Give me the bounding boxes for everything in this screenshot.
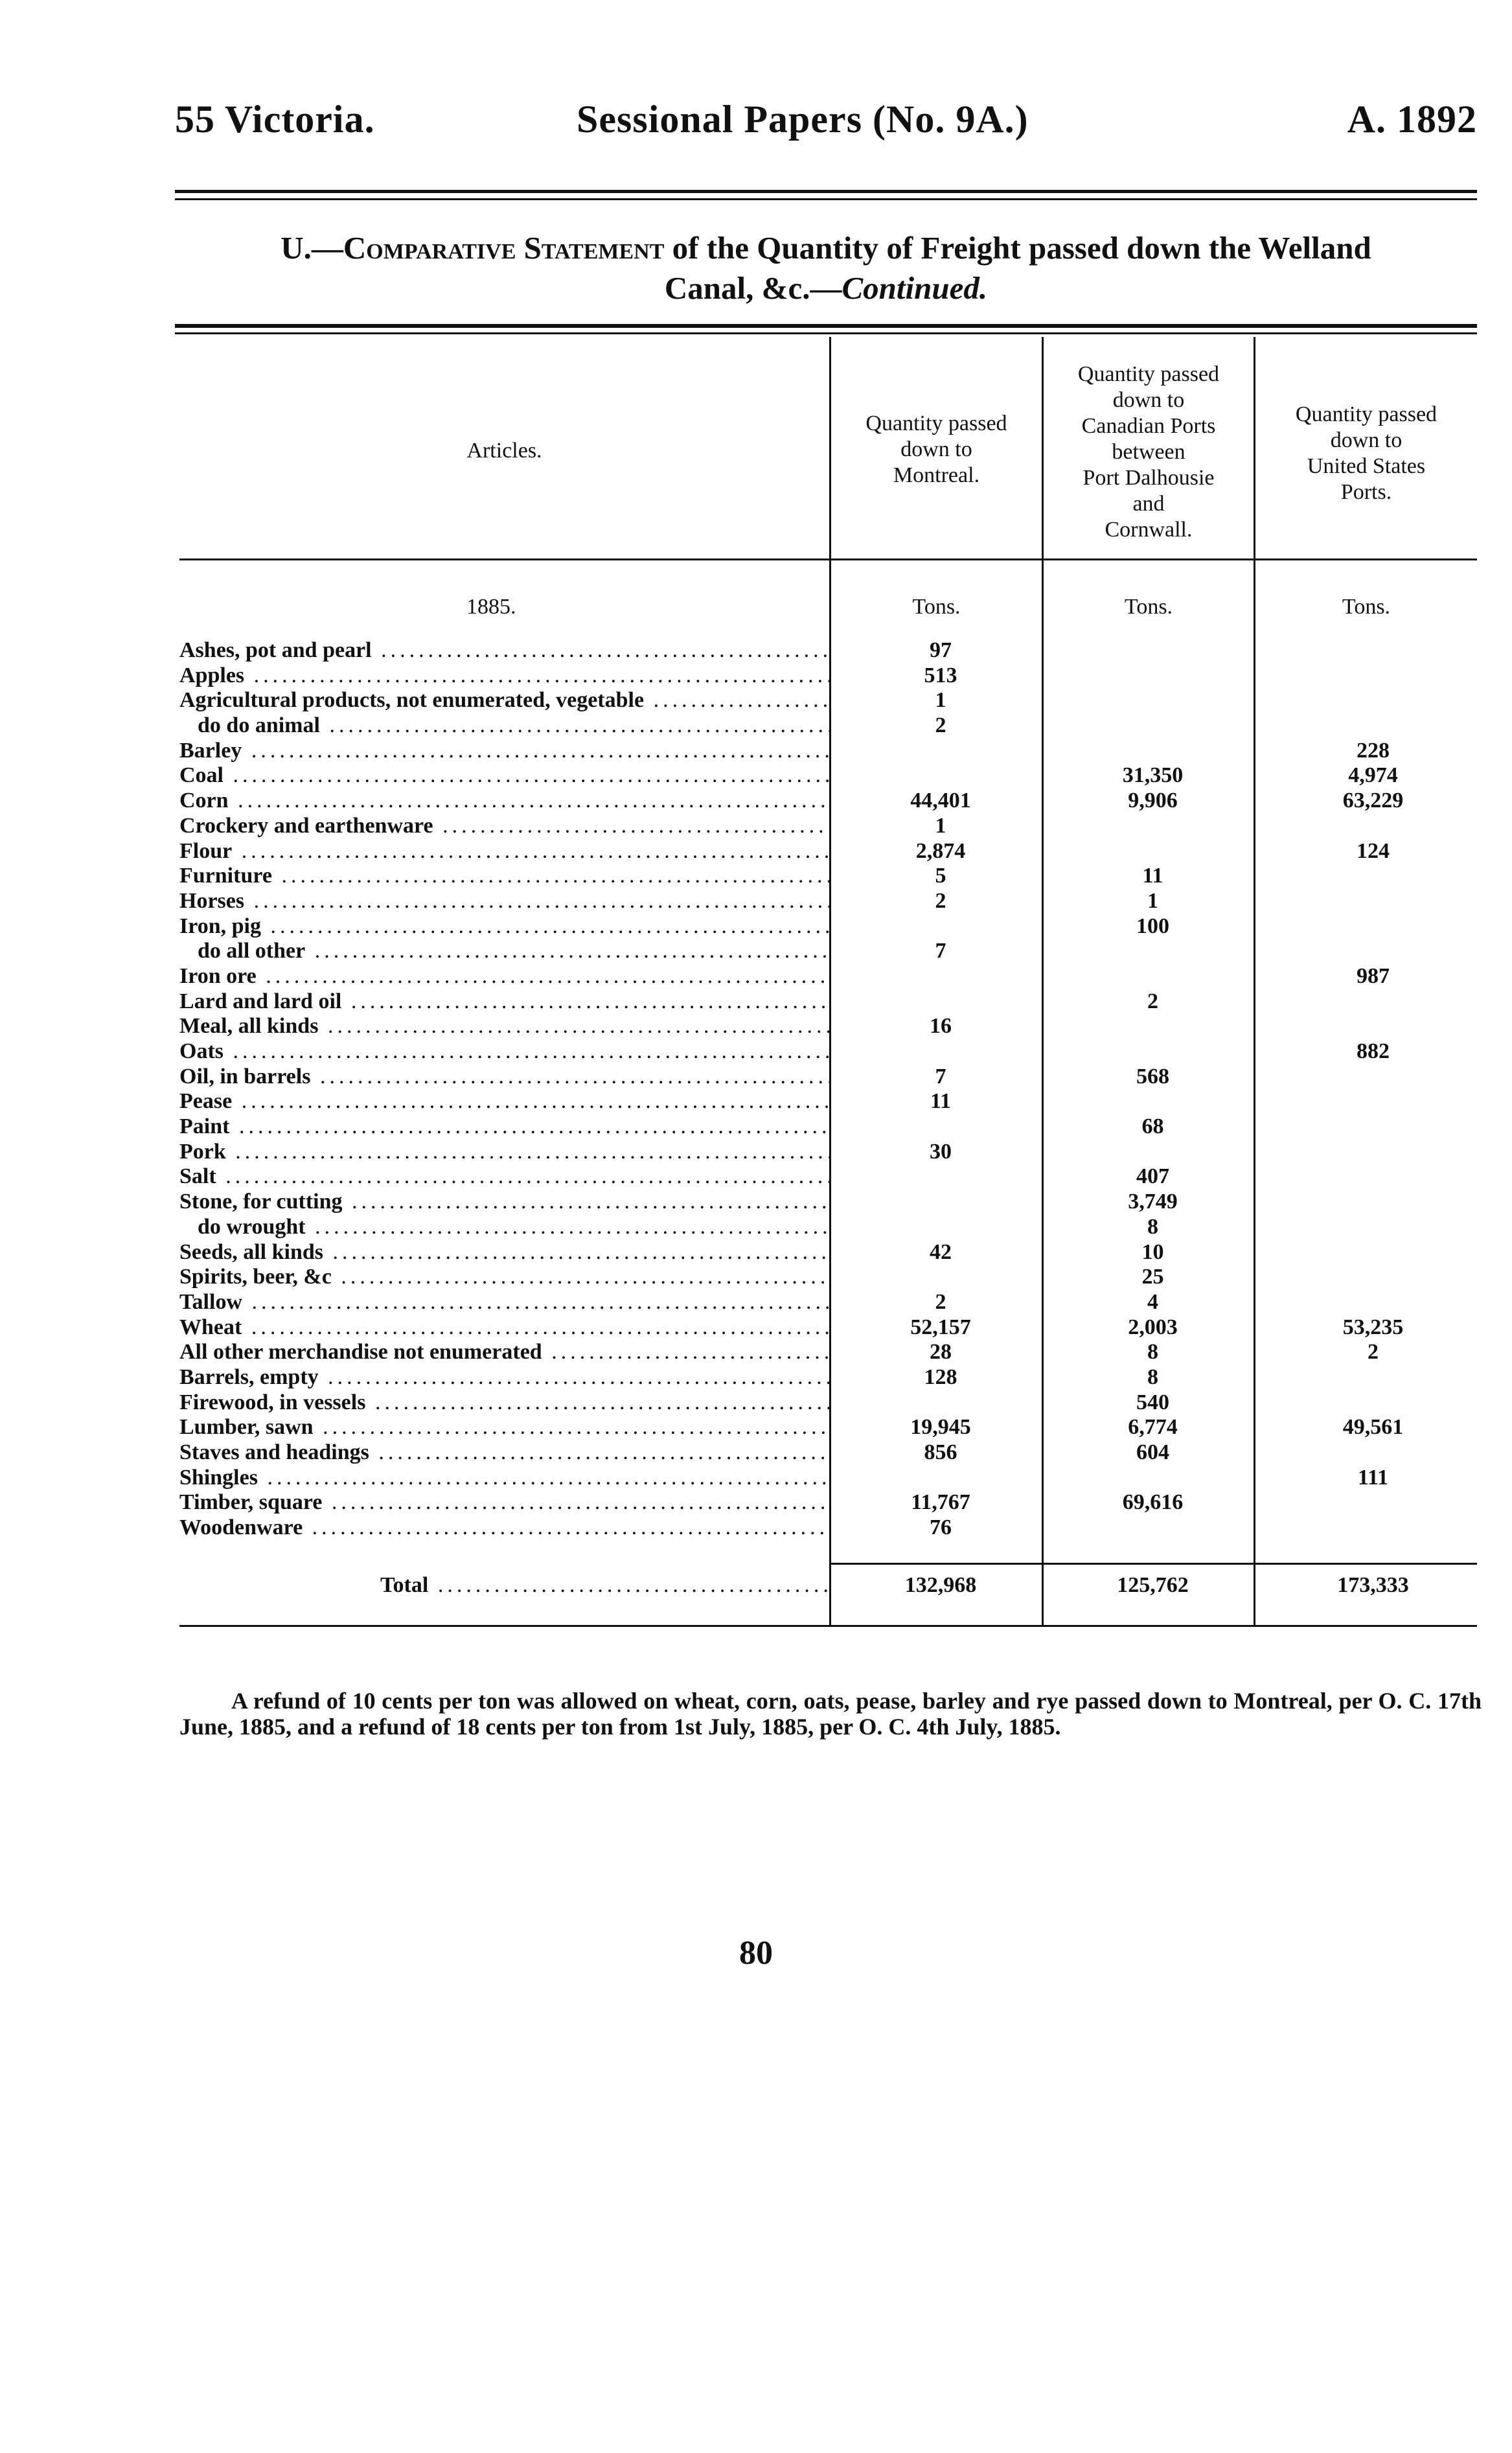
row-montreal: 44,401 [910,789,971,813]
row-article: Oats ..... [179,1039,830,1065]
total-rule-top [831,1563,1477,1565]
total-label: Total ..... [380,1573,834,1598]
table-row [179,1190,1482,1215]
row-montreal: 7 [935,1064,946,1088]
table-row [179,1164,1482,1190]
table-row [179,688,1482,713]
row-article: Iron ore ..... [179,964,830,989]
top-rule-1 [175,190,1477,193]
title-rest: of the Quantity of Freight passed down the Welland [664,230,1371,266]
table-row [179,964,1482,989]
header-canadian-line-4: between [1112,440,1186,464]
row-montreal: 1 [935,688,946,713]
row-canadian: 100 [1136,914,1169,938]
top-rule-2 [175,198,1477,200]
table-row [179,1014,1482,1039]
total-canadian: 125,762 [1117,1573,1189,1597]
table-row [179,939,1482,964]
table-row [179,1215,1482,1240]
row-montreal: 856 [924,1440,957,1464]
total-us: 173,333 [1337,1573,1409,1597]
table-row [179,1315,1482,1341]
row-montreal: 2 [935,888,946,913]
row-article: Agricultural products, not enumerated, vegetable ..... [179,688,830,713]
row-canadian: 10 [1141,1239,1164,1264]
table-row [179,989,1482,1015]
row-canadian: 8 [1147,1365,1158,1389]
row-article: Horses ..... [179,889,830,914]
row-article: Paint ..... [179,1114,830,1140]
row-canadian: 540 [1136,1390,1169,1414]
row-montreal: 128 [924,1365,957,1389]
table-row [179,914,1482,939]
row-canadian: 2,003 [1128,1315,1178,1339]
table-row [179,839,1482,864]
row-canadian: 568 [1136,1064,1169,1088]
row-article: Oil, in barrels ..... [179,1065,830,1090]
table-row [179,1365,1482,1390]
header-canadian-line-7: Cornwall. [1105,518,1193,542]
running-head [175,97,1477,149]
row-us: 2 [1368,1340,1379,1365]
row-article: do all other ..... [179,939,830,964]
table-row [179,1290,1482,1315]
row-canadian: 9,906 [1128,789,1178,813]
header-montreal-line-1: Quantity passed [865,411,1007,435]
table-row [179,638,1482,663]
header-canadian-line-6: and [1132,492,1165,516]
row-canadian: 68 [1141,1114,1164,1139]
row-article: Iron, pig ..... [179,914,830,939]
header-us [1255,402,1477,505]
row-article: Staves and headings ..... [179,1440,830,1466]
table-row [179,1089,1482,1114]
table-row [179,1515,1482,1541]
row-montreal: 76 [930,1515,952,1540]
row-canadian: 2 [1147,989,1158,1013]
page-number: 80 [739,1935,773,1972]
units-montreal: Tons. [912,595,961,619]
table-row [179,1440,1482,1466]
header-us-line-1: Quantity passed [1295,402,1438,426]
header-articles: Articles. [466,439,542,463]
row-article: Seeds, all kinds ..... [179,1240,830,1265]
table-row [179,739,1482,764]
units-us: Tons. [1342,595,1391,619]
row-canadian: 3,749 [1128,1190,1178,1214]
table-title [175,228,1477,308]
row-article: Lumber, sawn ..... [179,1415,830,1440]
header-rule-top-1 [175,324,1477,328]
row-article: Shingles ..... [179,1466,830,1491]
row-article: Barrels, empty ..... [179,1365,830,1390]
table-row [179,889,1482,914]
row-canadian: 31,350 [1122,763,1184,788]
row-us: 53,235 [1342,1315,1404,1339]
table-row [179,1466,1482,1491]
row-canadian: 6,774 [1128,1415,1178,1440]
row-us: 228 [1357,738,1390,763]
row-article: Meal, all kinds ..... [179,1014,830,1039]
table-row [179,789,1482,814]
row-montreal: 2 [935,1289,946,1314]
row-montreal: 42 [930,1239,952,1264]
total-row [179,1573,1482,1606]
header-canadian [1044,362,1254,543]
row-article: All other merchandise not enumerated ..... [179,1340,830,1365]
row-article: Timber, square ..... [179,1490,830,1515]
row-montreal: 97 [930,638,952,662]
row-us: 49,561 [1342,1415,1404,1440]
row-article: Furniture ..... [179,864,830,889]
row-article: Ashes, pot and pearl ..... [179,638,830,663]
header-montreal-line-3: Montreal. [893,463,980,487]
header-us-line-2: down to [1330,428,1403,452]
row-canadian: 8 [1147,1214,1158,1239]
row-article: do wrought ..... [179,1215,830,1240]
row-article: Stone, for cutting ..... [179,1190,830,1215]
table-row [179,663,1482,689]
row-montreal: 16 [930,1014,952,1039]
row-montreal: 5 [935,864,946,888]
row-article: Lard and lard oil ..... [179,989,830,1015]
table-row [179,1265,1482,1290]
year-label: 1885. [466,595,516,619]
header-montreal-line-2: down to [900,437,972,461]
row-us: 111 [1357,1465,1389,1490]
table-row [179,1340,1482,1365]
table-row [179,864,1482,889]
freight-table-body [179,638,1482,1541]
row-article: Tallow ..... [179,1290,830,1315]
header-montreal [831,411,1042,489]
header-rule-top-2 [175,332,1477,334]
row-canadian: 407 [1136,1164,1169,1189]
row-article: Apples ..... [179,663,830,689]
row-montreal: 11,767 [911,1490,970,1515]
table-row [179,1390,1482,1416]
table-row [179,814,1482,839]
header-rule-bottom [179,559,1477,560]
title-line2: Canal, &c.— [664,270,842,306]
header-canadian-line-3: Canadian Ports [1081,414,1216,438]
row-article: Barley ..... [179,739,830,764]
row-montreal: 30 [930,1139,952,1164]
header-canadian-line-1: Quantity passed [1077,362,1220,386]
row-canadian: 25 [1141,1265,1164,1289]
row-montreal: 2 [935,713,946,738]
row-montreal: 513 [924,663,957,687]
table-row [179,1114,1482,1140]
row-canadian: 11 [1142,864,1163,888]
row-canadian: 604 [1136,1440,1169,1464]
row-montreal: 19,945 [910,1415,971,1440]
row-montreal: 2,874 [915,838,966,863]
row-us: 63,229 [1342,789,1404,813]
row-article: Pork ..... [179,1140,830,1165]
row-article: do do animal ..... [179,713,830,739]
running-head-right: A. 1892 [1347,98,1477,141]
title-small-caps: —Comparative Statement [311,230,665,266]
table-row [179,763,1482,789]
row-article: Salt ..... [179,1164,830,1190]
running-head-center: Sessional Papers (No. 9A.) [577,98,1029,141]
footnote: A refund of 10 cents per ton was allowed on wheat, corn, oats, pease, barley and rye passed down to Montreal, per O. C. 17th June, 1885, and a refund of 18 cents per ton from 1st July, 1885, per O. C. 4th July, 1885. [179,1688,1482,1740]
row-us: 882 [1357,1039,1390,1063]
header-us-line-3: United States [1307,454,1426,478]
header-canadian-line-5: Port Dalhousie [1082,466,1215,490]
table-row [179,1039,1482,1065]
title-letter: U. [281,230,312,266]
row-article: Firewood, in vessels ..... [179,1390,830,1416]
row-article: Woodenware ..... [179,1515,830,1541]
row-article: Crockery and earthenware ..... [179,814,830,839]
title-continued: Continued. [842,270,988,306]
total-montreal: 132,968 [904,1573,977,1597]
row-article: Flour ..... [179,839,830,864]
row-canadian: 4 [1147,1289,1158,1314]
table-row [179,1140,1482,1165]
row-montreal: 28 [930,1340,952,1365]
row-canadian: 69,616 [1122,1490,1184,1515]
header-us-line-4: Ports. [1340,480,1392,504]
row-us: 987 [1357,963,1390,988]
row-montreal: 1 [935,813,946,838]
running-head-left: 55 Victoria. [175,98,375,141]
row-us: 4,974 [1348,763,1398,788]
row-canadian: 1 [1147,888,1158,913]
table-bottom-rule [179,1625,1477,1627]
row-article: Wheat ..... [179,1315,830,1341]
table-row [179,1415,1482,1440]
table-row [179,1065,1482,1090]
row-montreal: 52,157 [910,1315,971,1339]
row-article: Coal ..... [179,763,830,789]
units-canadian: Tons. [1124,595,1173,619]
row-article: Spirits, beer, &c ..... [179,1265,830,1290]
row-article: Pease ..... [179,1089,830,1114]
row-us: 124 [1357,838,1390,863]
table-row [179,1490,1482,1515]
header-canadian-line-2: down to [1112,388,1185,412]
row-article: Corn ..... [179,789,830,814]
row-montreal: 7 [935,939,946,963]
row-canadian: 8 [1147,1340,1158,1365]
table-row [179,1240,1482,1265]
row-montreal: 11 [930,1089,952,1114]
table-row [179,713,1482,739]
